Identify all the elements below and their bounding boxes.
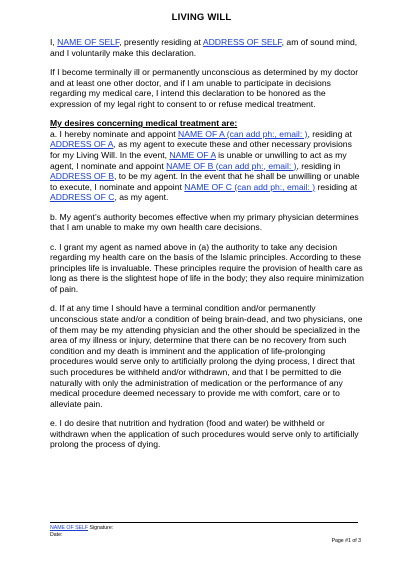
text-segment: , residing in: [296, 160, 341, 171]
document-title: LIVING WILL: [171, 12, 232, 23]
agent-a-name-field[interactable]: NAME OF A (can add ph:, email: ): [178, 128, 308, 139]
text-segment: , presently residing at: [119, 37, 203, 47]
signature-label: Signature:: [88, 525, 114, 531]
agent-b-address-field[interactable]: ADDRESS OF B: [50, 171, 114, 182]
text-segment: , am of sound mind, and I voluntarily make this declaration.: [50, 37, 358, 58]
agent-c-address-field[interactable]: ADDRESS OF C: [50, 192, 115, 203]
text-segment: , as my agent.: [114, 192, 169, 203]
agent-a-address-field[interactable]: ADDRESS OF A: [50, 139, 114, 150]
intent-paragraph: If I become terminally ill or permanently unconscious as determined by my doctor and at least one other doctor, and if I am unable to participate in decisions regarding my medical care, I intend this declaration to be honored as the expression of my legal right to consent to or refuse medical treatment.: [50, 66, 359, 109]
text-segment: , as my agent to execute these and other necessary provisions for my Living Will. In the event,: [50, 139, 352, 160]
terminal-condition-paragraph: d. If at any time I should have a terminal condition and/or permanently unconscious state and/or a condition of being brain-dead, and two physicians, one of them may be my attending physician and the other should be specialized in the area of my illness or injury, determine that there can be no recovery from such condition and my death is imminent and the application of life-prolonging procedures would serve only to artificially prolong the dying process, I direct that such procedures be withheld and/or withdrawn, and that I be permitted to die naturally with only the administration of medication or the performance of any medical procedure deemed necessary to provide me with comfort, care or to alleviate pain.: [50, 303, 363, 409]
self-name-field[interactable]: NAME OF SELF: [57, 37, 120, 47]
date-label: Date:: [50, 531, 63, 538]
desires-heading: My desires concerning medical treatment are:: [50, 118, 238, 129]
text-segment: , to be my agent. In the event that he shall be unwilling or unable to execute, I nominate and appoint: [50, 171, 360, 192]
footer-self-name-field[interactable]: NAME OF SELF: [50, 525, 89, 531]
agent-appointment-paragraph: [50, 129, 364, 203]
nutrition-paragraph: e. I do desire that nutrition and hydration (food and water) be withheld or withdrawn when the application of such procedures would serve only to artificially prolong the process of dying.: [50, 418, 359, 450]
text-segment: residing at: [315, 181, 358, 192]
agent-c-name-field[interactable]: NAME OF C (can add ph:, email: ): [184, 181, 316, 192]
text-segment: a. I hereby nominate and appoint: [50, 128, 179, 139]
signature-block: [50, 525, 113, 538]
self-address-field[interactable]: ADDRESS OF SELF: [202, 37, 282, 47]
text-segment: I,: [50, 37, 58, 47]
text-segment: is unable or unwilling to act as my agent, I nominate and appoint: [50, 149, 347, 171]
signature-line: [50, 525, 113, 532]
footer-divider: [50, 522, 358, 523]
page-number: Page #1 of 3: [331, 538, 361, 544]
document-body: [50, 37, 364, 459]
text-segment: , residing at: [307, 128, 352, 139]
agent-b-name-field[interactable]: NAME OF B (can add ph:, email: ): [166, 160, 297, 171]
declaration-paragraph: [50, 37, 364, 58]
islamic-principles-paragraph: c. I grant my agent as named above in (a) the authority to take any decision regarding my health care on the basis of the Islamic principles. According to these principles life is invaluable. These principles require the provision of health care as long as there is the slightest hope of life in the body; they also require minimization of pain.: [50, 241, 364, 295]
agent-a-short-name-field[interactable]: NAME OF A: [169, 149, 216, 160]
authority-paragraph: b. My agent’s authority becomes effective when my primary physician determines that I am unable to make my own health care decisions.: [50, 211, 359, 233]
